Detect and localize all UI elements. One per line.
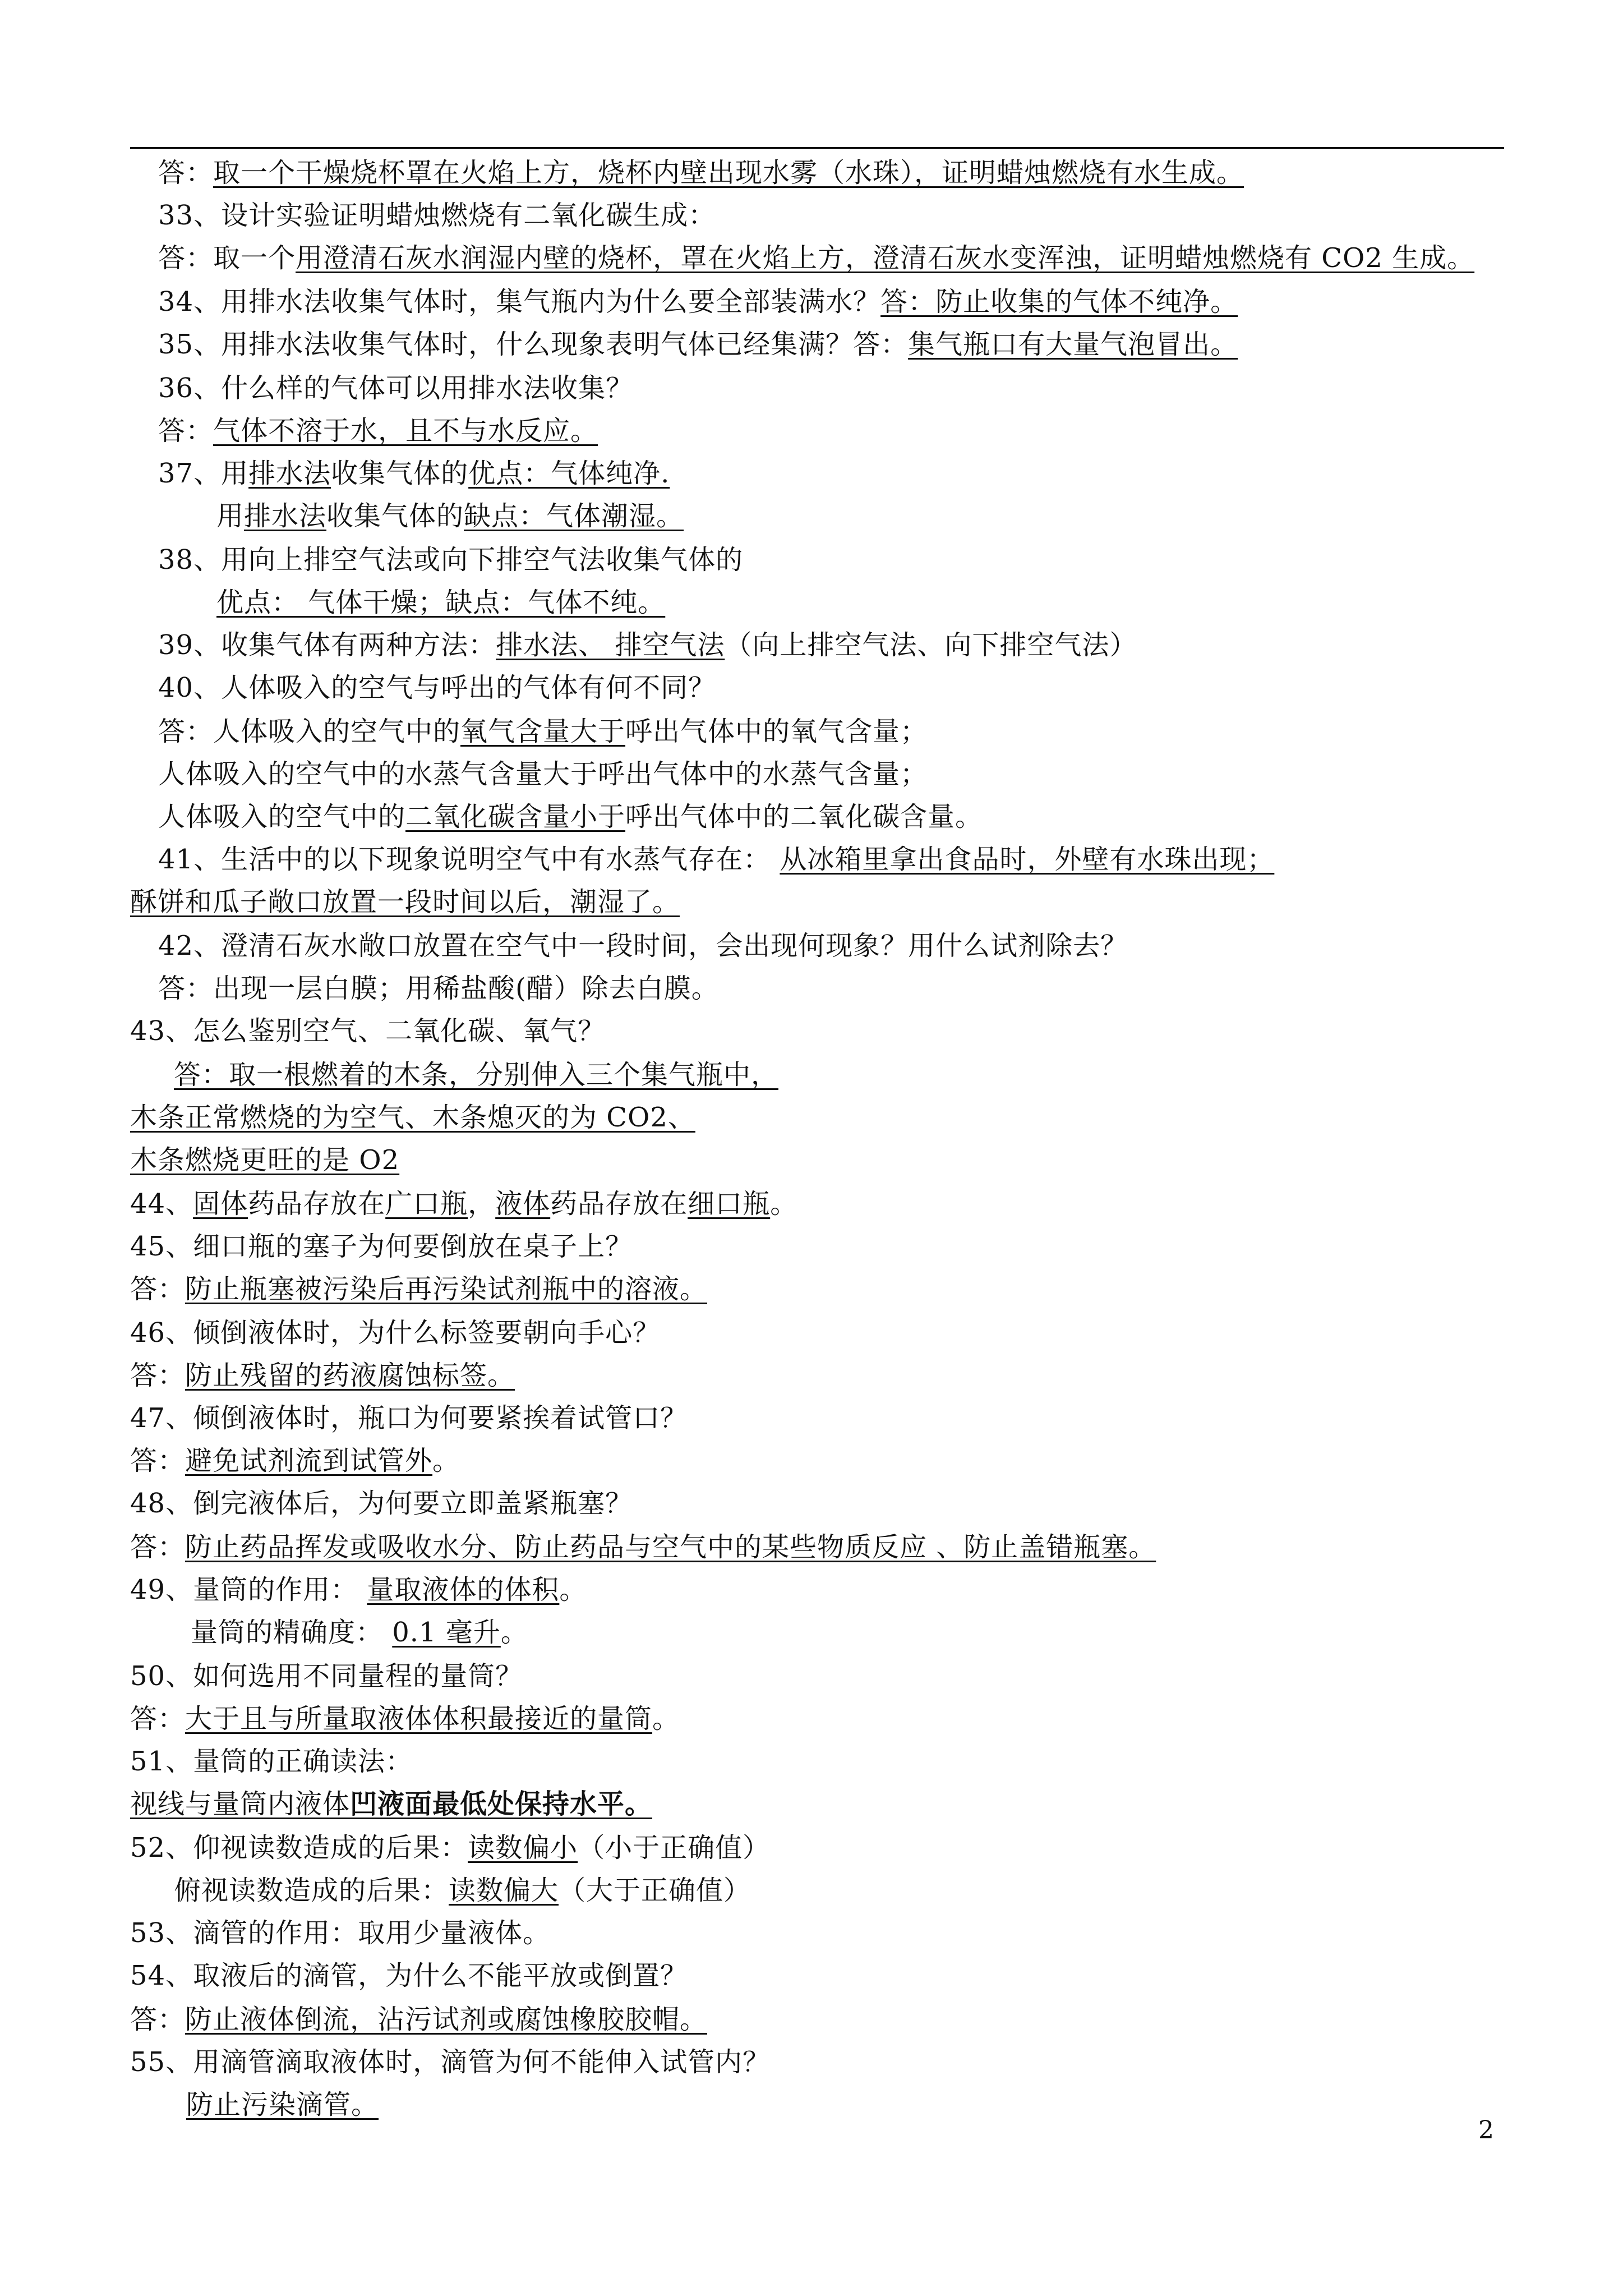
text-line xyxy=(158,715,928,748)
text-line xyxy=(130,1444,460,1478)
text-segment: 答： xyxy=(130,1273,186,1305)
text-line xyxy=(130,1745,413,1778)
underlined-answer-text: 液体 xyxy=(495,1188,551,1220)
text-line xyxy=(216,586,665,619)
text-line xyxy=(158,972,719,1005)
text-segment: 人体吸入的空气中的水蒸气含量大于呼出气体中的水蒸气含量； xyxy=(158,758,928,790)
text-segment: 人体吸入的空气中的 xyxy=(158,801,406,832)
page-number: 2 xyxy=(1478,2116,1494,2145)
underlined-answer-text: 细口瓶 xyxy=(688,1188,771,1220)
text-segment: 38、用向上排空气法或向下排空气法收集气体的 xyxy=(158,544,744,576)
underlined-answer-text: 气体不溶于水，且不与水反应。 xyxy=(213,415,598,447)
text-line xyxy=(130,1401,688,1435)
text-line xyxy=(130,1143,399,1177)
underlined-answer-text: 防止液体倒流，沾污试剂或腐蚀橡胶胶帽。 xyxy=(185,2004,708,2035)
underlined-answer-text: 防止瓶塞被污染后再污染试剂瓶中的溶液。 xyxy=(185,1273,708,1305)
header-rule xyxy=(130,147,1504,149)
underlined-answer-text: 视线与量筒内液体 xyxy=(130,1788,351,1820)
underlined-answer-text: 氧气含量大于 xyxy=(460,716,626,747)
text-segment: 药品存放在 xyxy=(248,1188,386,1220)
text-segment: 42、澄清石灰水敞口放置在空气中一段时间，会出现何现象？用什么试剂除去？ xyxy=(158,930,1128,961)
text-segment: 答： xyxy=(130,1360,186,1391)
text-segment: 。 xyxy=(770,1188,798,1220)
text-segment: 47、倾倒液体时，瓶口为何要紧挨着试管口？ xyxy=(130,1402,688,1434)
underlined-answer-text: 读数偏大 xyxy=(449,1875,559,1906)
text-line xyxy=(130,1959,688,1993)
text-segment: 答： xyxy=(130,1445,186,1476)
text-segment: 收集气体的 xyxy=(326,500,464,532)
underlined-answer-text: 排水法 xyxy=(244,500,327,532)
text-segment: 36、什么样的气体可以用排水法收集？ xyxy=(158,372,634,404)
text-segment: 。 xyxy=(652,1703,680,1734)
text-segment: 50、如何选用不同量程的量筒？ xyxy=(130,1660,523,1692)
text-line xyxy=(130,1659,523,1693)
text-segment: 答：人体吸入的空气中的 xyxy=(158,716,461,747)
text-line xyxy=(186,2088,379,2122)
text-line xyxy=(158,628,1137,662)
text-line xyxy=(130,1831,770,1865)
underlined-answer-text: 防止药品挥发或吸收水分、防止药品与空气中的某些物质反应 、防止盖错瓶塞。 xyxy=(185,1531,1156,1563)
text-line xyxy=(191,1616,528,1649)
text-segment: 呼出气体中的二氧化碳含量。 xyxy=(625,801,983,832)
underlined-answer-text: 二氧化碳含量小于 xyxy=(405,801,626,832)
text-segment: 51、量筒的正确读法： xyxy=(130,1746,413,1777)
text-line xyxy=(158,800,983,834)
text-line xyxy=(130,1573,587,1607)
text-segment: 俯视读数造成的后果： xyxy=(174,1875,449,1906)
text-segment: 。 xyxy=(500,1617,528,1648)
text-line xyxy=(158,457,670,490)
text-line xyxy=(130,885,680,919)
text-line xyxy=(130,1230,633,1263)
text-segment: 54、取液后的滴管，为什么不能平放或倒置？ xyxy=(130,1960,688,1991)
text-line xyxy=(174,1874,751,1907)
text-line xyxy=(158,199,716,232)
text-segment: 52、仰视读数造成的后果： xyxy=(130,1832,468,1864)
text-segment: 。 xyxy=(559,1574,587,1605)
text-segment: 答： xyxy=(158,157,214,188)
underlined-answer-text: 排水法、 排空气法 xyxy=(496,629,725,661)
underlined-answer-text: 优点： 气体干燥；缺点：气体不纯。 xyxy=(216,587,666,618)
text-line xyxy=(130,1487,633,1520)
text-line xyxy=(130,1101,695,1134)
text-line xyxy=(130,1702,680,1736)
text-segment: 46、倾倒液体时，为什么标签要朝向手心？ xyxy=(130,1317,661,1349)
underlined-answer-text: 用澄清石灰水润湿内壁的烧杯，罩在火焰上方，澄清石灰水变浑浊，证明蜡烛燃烧有 CO2 生成。 xyxy=(296,242,1475,274)
underlined-answer-text: 凹液面最低处保持水平。 xyxy=(350,1788,653,1820)
text-line xyxy=(158,414,598,448)
text-segment: 答： xyxy=(158,415,214,447)
underlined-answer-text: 答：取一根燃着的木条，分别伸入三个集气瓶中， xyxy=(174,1059,779,1091)
underlined-answer-text: 集气瓶口有大量气泡冒出。 xyxy=(908,329,1238,360)
text-line xyxy=(130,1359,515,1392)
underlined-answer-text: 缺点：气体潮湿。 xyxy=(464,500,684,532)
text-line xyxy=(158,156,1244,190)
text-segment: 答：出现一层白膜；用稀盐酸(醋）除去白膜。 xyxy=(158,973,719,1004)
text-line xyxy=(158,371,633,405)
text-segment: 药品存放在 xyxy=(550,1188,688,1220)
text-segment: 43、怎么鉴别空气、二氧化碳、氧气？ xyxy=(130,1015,606,1047)
text-line xyxy=(130,1530,1156,1564)
text-line xyxy=(130,1014,605,1048)
underlined-answer-text: 排水法 xyxy=(248,458,331,489)
text-segment: 。 xyxy=(432,1445,460,1476)
text-segment: 44、 xyxy=(130,1188,193,1220)
text-line xyxy=(158,285,1238,319)
underlined-answer-text: 防止残留的药液腐蚀标签。 xyxy=(185,1360,515,1391)
text-segment: 40、人体吸入的空气与呼出的气体有何不同？ xyxy=(158,672,716,703)
underlined-answer-text: 木条正常燃烧的为空气、木条熄灭的为 CO2、 xyxy=(130,1102,695,1133)
underlined-answer-text: 量取液体的体积 xyxy=(367,1574,560,1605)
text-line xyxy=(130,1916,550,1950)
text-segment: 37、用 xyxy=(158,458,249,489)
text-segment: 呼出气体中的氧气含量； xyxy=(625,716,928,747)
underlined-answer-text: 避免试剂流到试管外 xyxy=(185,1445,433,1476)
underlined-answer-text: 从冰箱里拿出食品时，外壁有水珠出现； xyxy=(780,844,1275,875)
text-segment: 35、用排水法收集气体时，什么现象表明气体已经集满？答： xyxy=(158,329,909,360)
underlined-answer-text: 优点：气体纯净. xyxy=(468,458,670,489)
text-line xyxy=(158,929,1128,963)
text-segment: （向上排空气法、向下排空气法） xyxy=(725,629,1137,661)
text-line xyxy=(130,2003,707,2036)
text-line xyxy=(158,757,928,791)
text-segment: 答： xyxy=(130,1531,186,1563)
text-line xyxy=(130,1272,707,1306)
text-segment: （大于正确值） xyxy=(559,1875,751,1906)
text-segment: 41、生活中的以下现象说明空气中有水蒸气存在： xyxy=(158,844,780,875)
text-segment: 答： xyxy=(130,2004,186,2035)
text-line xyxy=(130,1787,652,1821)
underlined-answer-text: 木条燃烧更旺的是 O2 xyxy=(130,1144,400,1176)
underlined-answer-text: 读数偏小 xyxy=(468,1832,578,1864)
text-line xyxy=(216,499,684,533)
text-line xyxy=(130,2045,770,2079)
text-line xyxy=(158,241,1474,275)
text-line xyxy=(174,1058,778,1092)
underlined-answer-text: 答：防止收集的气体不纯净。 xyxy=(880,286,1238,318)
underlined-answer-text: 酥饼和瓜子敞口放置一段时间以后，潮湿了。 xyxy=(130,886,680,918)
text-segment: 34、用排水法收集气体时，集气瓶内为什么要全部装满水？ xyxy=(158,286,881,318)
text-segment: 55、用滴管滴取液体时，滴管为何不能伸入试管内？ xyxy=(130,2046,771,2078)
text-segment: ， xyxy=(468,1188,496,1220)
underlined-answer-text: 大于且与所量取液体体积最接近的量筒 xyxy=(185,1703,653,1734)
text-segment: 49、量筒的作用： xyxy=(130,1574,367,1605)
underlined-answer-text: 固体 xyxy=(193,1188,248,1220)
text-line xyxy=(158,543,743,577)
underlined-answer-text: 广口瓶 xyxy=(385,1188,468,1220)
text-line xyxy=(158,671,716,705)
text-segment: 45、细口瓶的塞子为何要倒放在桌子上？ xyxy=(130,1231,633,1262)
text-line xyxy=(158,843,1274,876)
underlined-answer-text: 防止污染滴管。 xyxy=(186,2089,379,2120)
underlined-answer-text: 0.1 毫升 xyxy=(392,1617,501,1648)
text-segment: 33、设计实验证明蜡烛燃烧有二氧化碳生成： xyxy=(158,200,716,231)
text-segment: 53、滴管的作用：取用少量液体。 xyxy=(130,1917,551,1949)
text-segment: 39、收集气体有两种方法： xyxy=(158,629,496,661)
text-segment: 用 xyxy=(216,500,245,532)
text-segment: 收集气体的 xyxy=(331,458,469,489)
text-line xyxy=(158,328,1238,361)
underlined-answer-text: 取一个干燥烧杯罩在火焰上方，烧杯内壁出现水雾（水珠），证明蜡烛燃烧有水生成。 xyxy=(213,157,1244,188)
text-line xyxy=(130,1316,660,1350)
text-segment: 答：取一个 xyxy=(158,242,296,274)
text-segment: 答： xyxy=(130,1703,186,1734)
text-segment: （小于正确值） xyxy=(578,1832,771,1864)
text-segment: 量筒的精确度： xyxy=(191,1617,393,1648)
text-segment: 48、倒完液体后，为何要立即盖紧瓶塞？ xyxy=(130,1488,633,1519)
text-line xyxy=(130,1187,797,1221)
